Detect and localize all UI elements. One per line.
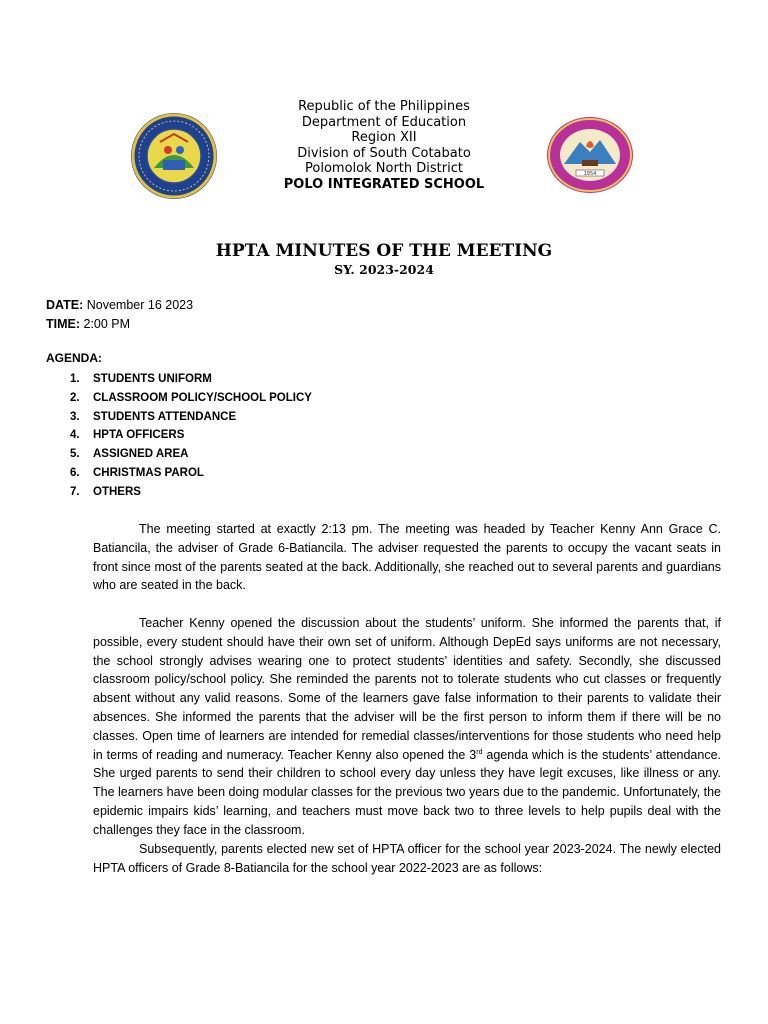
paragraph-discussion <box>93 614 721 840</box>
agenda-number: 5. <box>70 448 80 461</box>
svg-text:1954: 1954 <box>583 171 597 177</box>
paragraph-discussion-text-a: Teacher Kenny opened the discussion about the students’ uniform. She informed the parents that, if possible, every student should have their own set of uniform. Although DepEd says uniforms are not necessary, the school strongly advises wearing one to protect students’ identities and safety. Secondly, she discussed classroom policy/school policy. She reminded the parents not to tolerate students who cut classes or frequently absent without any valid reasons. Some of the learners gave false information to their parents to validate their absences. She informed the parents that the adviser will be the first person to inform them if there will be no classes. Open time of learners are intended for remedial classes/interventions for those students who need help in terms of reading and numeracy. Teacher Kenny also opened the 3 <box>93 616 721 762</box>
time-value: 2:00 PM <box>80 316 131 331</box>
paragraph-opening <box>93 520 721 595</box>
agenda-item <box>70 370 312 389</box>
agenda-text: STUDENTS UNIFORM <box>93 373 212 385</box>
agenda-item <box>70 464 312 483</box>
time-label: TIME: <box>46 316 81 331</box>
paragraph-election <box>93 840 721 878</box>
agenda-item <box>70 389 312 408</box>
agenda-text: HPTA OFFICERS <box>93 429 185 442</box>
date-value: November 16 2023 <box>83 298 194 312</box>
header-line-division: Division of South Cotabato <box>297 145 471 161</box>
header-line-district: Polomolok North District <box>305 161 463 177</box>
agenda-number: 4. <box>70 429 80 442</box>
agenda-text: CHRISTMAS PAROL <box>93 466 204 479</box>
agenda-number: 3. <box>70 410 80 423</box>
date-label: DATE: <box>46 298 84 312</box>
agenda-label: AGENDA: <box>46 351 102 365</box>
paragraph-election-text: Subsequently, parents elected new set of HPTA officer for the school year 2023-2024. The newly elected HPTA officers of Grade 8-Batiancila for the school year 2022-2023 are as follows: <box>93 842 721 875</box>
meeting-meta <box>46 296 193 334</box>
agenda-number: 1. <box>70 373 80 385</box>
school-year: SY. 2023-2024 <box>334 262 434 277</box>
agenda-text: OTHERS <box>93 485 141 498</box>
agenda-number: 7. <box>70 485 80 498</box>
agenda-text: STUDENTS ATTENDANCE <box>93 410 237 423</box>
date-line <box>46 296 193 315</box>
agenda-item <box>70 445 312 464</box>
school-name: POLO INTEGRATED SCHOOL <box>283 176 485 192</box>
agenda-text: CLASSROOM POLICY/SCHOOL POLICY <box>93 391 312 404</box>
ordinal-superscript: rd <box>476 748 483 756</box>
title-block <box>0 240 768 278</box>
paragraph-opening-text: The meeting started at exactly 2:13 pm. The meeting was headed by Teacher Kenny Ann Grace C. Batiancila, the adviser of Grade 6-Batiancila. The adviser requested the parents to occupy the vacant seats in front since most of the parents seated at the back. Additionally, she reached out to several parents and guardians who are seated in the back. <box>93 522 721 593</box>
document-title: HPTA MINUTES OF THE MEETING <box>215 241 553 261</box>
time-line <box>46 315 193 334</box>
agenda-item <box>70 483 312 502</box>
paragraph-discussion-text-b: agenda which is the students’ attendance. She urged parents to send their children to school every day unless they have legit excuses, like illness or any. The learners have been doing modular classes for the previous two years due to the pandemic. Unfortunately, the epidemic impairs kids’ learning, and teachers must move back two to three levels to help pupils deal with the challenges they face in the classroom. <box>93 747 721 837</box>
header-line-republic: Republic of the Philippines <box>298 99 470 114</box>
agenda-number: 2. <box>70 391 80 404</box>
agenda-text: ASSIGNED AREA <box>93 448 189 461</box>
agenda-item <box>70 426 312 445</box>
agenda-item <box>70 408 312 427</box>
agenda-list <box>70 370 312 502</box>
letterhead <box>0 99 768 193</box>
header-line-region: Region XII <box>351 130 417 146</box>
header-line-department: Department of Education <box>301 114 467 130</box>
agenda-number: 6. <box>70 466 80 479</box>
